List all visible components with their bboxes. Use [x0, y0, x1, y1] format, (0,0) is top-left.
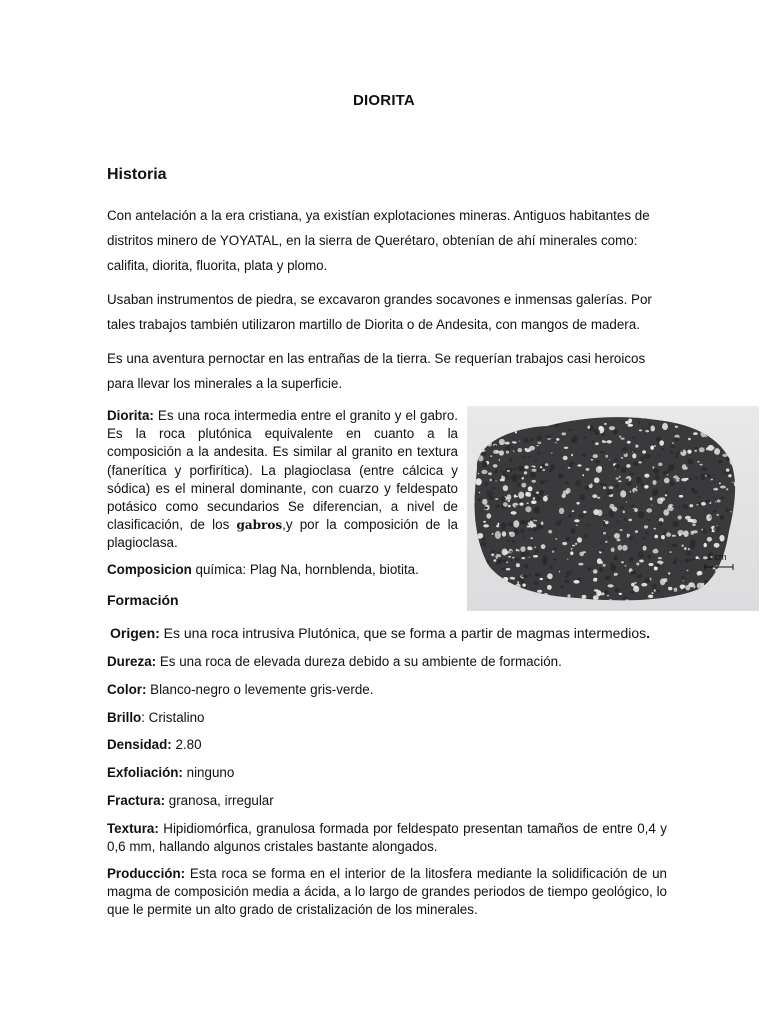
brillo-label: Brillo — [107, 710, 142, 725]
diorita-label: Diorita: — [107, 408, 154, 423]
densidad-line — [107, 736, 667, 754]
textura-line — [107, 820, 667, 856]
produccion-text: Esta roca se forma en el interior de la litosfera mediante la solidificación de un magma de composición media a ácida, a lo largo de grandes periodos de tiempo geológico, lo que le permite un alto grado de cristalización de los minerales. — [107, 866, 667, 917]
scale-label: 1 cm — [707, 552, 727, 562]
fractura-label: Fractura: — [107, 793, 166, 808]
brillo-line — [107, 709, 667, 727]
exfoliacion-line — [107, 764, 667, 782]
composicion-line — [107, 561, 667, 579]
color-text: Blanco-negro o levemente gris-verde. — [146, 682, 374, 697]
origen-text: Es una roca intrusiva Plutónica, que se forma a partir de magmas intermedios — [159, 625, 647, 641]
origen-label: Origen: — [110, 625, 160, 641]
page-title: DIORITA — [353, 92, 415, 109]
textura-label: Textura: — [107, 821, 159, 836]
section-heading-historia: Historia — [107, 166, 167, 183]
origen-line — [110, 624, 670, 642]
brillo-text: : Cristalino — [141, 710, 205, 725]
fractura-line — [107, 792, 667, 810]
exfoliacion-label: Exfoliación: — [107, 765, 183, 780]
produccion-line — [107, 865, 667, 919]
composicion-label: Composicion — [107, 562, 192, 577]
historia-paragraph-1: Con antelación a la era cristiana, ya existían explotaciones mineras. Antiguos habitantes de distritos minero de YOYATAL, en la sierra de Querétaro, obtenían de ahí minerales como: califita, diorita, fluorita, plata y plomo. — [107, 208, 650, 273]
dureza-label: Dureza: — [107, 654, 157, 669]
dureza-line — [107, 653, 667, 671]
historia-paragraph-3: Es una aventura pernoctar en las entrañas de la tierra. Se requerían trabajos casi heroicos para llevar los minerales a la superficie. — [107, 351, 646, 391]
exfoliacion-text: ninguno — [182, 765, 235, 780]
textura-text: Hipidiomórfica, granulosa formada por feldespato presentan tamaños de entre 0,4 y 0,6 mm, hallando algunos cristales bastante alongados. — [107, 821, 667, 854]
produccion-label: Producción: — [107, 866, 186, 881]
diorita-description — [107, 407, 458, 553]
diorite-rock-photo — [467, 406, 759, 611]
diorita-text-before: Es una roca intermedia entre el granito y el gabro. Es la roca plutónica equivalente en cuanto a la composición a la andesita. Es similar al granito en textura (fanerítica y porfirítica). La plagioclasa (entre cálcica y sódica) es el mineral dominante, con cuarzo y feldespato potásico como secundarios Se diferencian, a nivel de clasificación, de los — [107, 408, 458, 533]
dureza-text: Es una roca de elevada dureza debido a su ambiente de formación. — [156, 654, 562, 669]
origen-period: . — [646, 625, 651, 641]
historia-paragraph-2: Usaban instrumentos de piedra, se excavaron grandes socavones e inmensas galerías. Por tales trabajos también utilizaron martillo de Diorita o de Andesita, con mangos de madera. — [107, 292, 652, 332]
color-line — [107, 681, 667, 699]
section-heading-formacion: Formación — [107, 592, 179, 608]
color-label: Color: — [107, 682, 147, 697]
densidad-text: 2.80 — [171, 737, 202, 752]
fractura-text: granosa, irregular — [165, 793, 274, 808]
gabros-word: gabros — [236, 518, 283, 533]
composicion-text: química: Plag Na, hornblenda, biotita. — [191, 562, 419, 577]
rock-illustration — [467, 406, 759, 611]
densidad-label: Densidad: — [107, 737, 172, 752]
diorita-text-after: ,y por la composición de la plagioclasa. — [107, 517, 458, 551]
